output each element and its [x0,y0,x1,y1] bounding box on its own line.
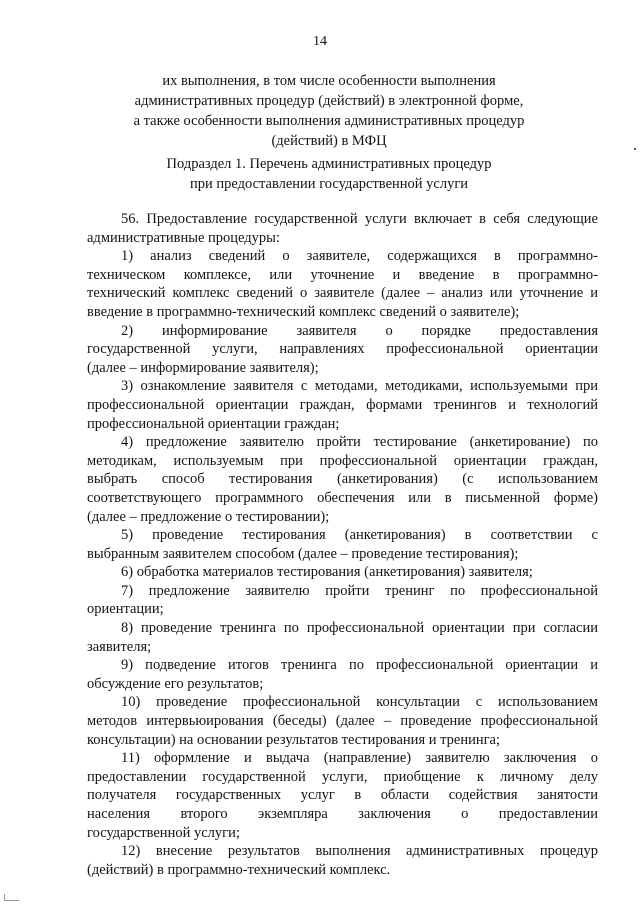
paragraph-line: введение в программно-технический комплекс сведений о заявителе); [87,303,520,320]
list-item [87,842,598,879]
paragraph-line: 5) проведение тестирования (анкетирования) в соответствии с [121,527,598,544]
heading-line: их выполнения, в том числе особенности выполнения [162,73,496,89]
list-item [87,582,598,619]
paragraph-line: соответствующего программного обеспечения или в письменной форме) [87,489,598,506]
heading-line: (действий) в МФЦ [271,133,387,149]
subsection-title [116,154,542,194]
paragraph-line: 3) ознакомление заявителя с методами, методиками, используемыми при [121,378,598,395]
paragraph-line: заявителя; [87,638,152,655]
paragraph-line: государственной услуги, направлениях профессиональной ориентации [87,341,598,358]
paragraph-line: предоставлении государственной услуги, приобщение к личному делу [87,768,598,785]
paragraph-line: 12) внесение результатов выполнения административных процедур [121,843,598,860]
paragraph-line: консультации) на основании результатов тестирования и тренинга; [87,731,501,748]
paragraph-line: получателя государственных услуг в области содействия занятости [87,787,598,804]
paragraph-line: выбранным заявителем способом (далее – проведение тестирования); [87,545,519,562]
paragraph-line: 7) предложение заявителю пройти тренинг по профессиональной [121,582,598,599]
paragraph-line: (далее – предложение о тестировании); [87,508,330,525]
paragraph-line: выбрать способ тестирования (анкетирования) (с использованием [87,471,598,488]
list-item [87,749,598,842]
scan-corner-mark [4,894,19,901]
paragraph-line: методов интервьюирования (беседы) (далее – проведение профессиональной [87,713,598,730]
list-item [87,693,598,749]
paragraph-line: 6) обработка материалов тестирования (анкетирования) заявителя; [121,564,533,581]
list-item [87,210,598,247]
paragraph-line: профессиональной ориентации граждан, формами тренингов и технологий [87,396,598,413]
paragraph-line: 10) проведение профессиональной консультации с использованием [121,694,598,711]
paragraph-line: 4) предложение заявителю пройти тестирование (анкетирование) по [121,434,598,451]
paragraph-line: техническом комплексе, или уточнение и введение в программно- [87,266,598,283]
list-item [87,322,598,378]
heading-line: административных процедур (действий) в электронной форме, [134,93,524,109]
paragraph-line: 56. Предоставление государственной услуги включает в себя следующие [121,211,598,227]
paragraph-line: методикам, используемым при профессиональной ориентации граждан, [87,452,598,469]
list-item [87,656,598,693]
paragraph-line: ориентации; [87,601,164,618]
paragraph-line: 8) проведение тренинга по профессиональной ориентации при согласии [121,620,598,637]
paragraph-line: (далее – информирование заявителя); [87,359,319,376]
paragraph-line: 9) подведение итогов тренинга по профессиональной ориентации и [121,657,598,674]
paragraph-line: профессиональной ориентации граждан; [87,415,340,432]
list-item [87,433,598,526]
list-item [87,377,598,433]
list-item [87,563,598,582]
scan-edge-mark [634,148,636,150]
paragraph-line: государственной услуги; [87,824,240,841]
paragraph-line: (действий) в программно-технический комплекс. [87,861,391,878]
paragraph-line: административные процедуры: [87,229,280,246]
paragraph-line: населения второго экземпляра заключения о предоставлении [87,806,598,822]
list-item [87,247,598,321]
paragraph-line: технический комплекс сведений о заявителе (далее – анализ или уточнение и [87,285,598,302]
heading-line: а также особенности выполнения административных процедур [133,113,525,129]
body-text [87,210,598,879]
subsection-line: при предоставлении государственной услуги [189,176,469,192]
section-heading [116,71,542,151]
list-item [87,619,598,656]
paragraph-line: обсуждение его результатов; [87,675,264,692]
list-item [87,526,598,563]
paragraph-line: 2) информирование заявителя о порядке предоставления [121,322,598,339]
paragraph-line: 11) оформление и выдача (направление) заявителю заключения о [121,750,598,767]
subsection-line: Подраздел 1. Перечень административных процедур [166,156,492,172]
page-number: 14 [313,34,327,49]
paragraph-line: 1) анализ сведений о заявителе, содержащихся в программно- [121,248,598,265]
